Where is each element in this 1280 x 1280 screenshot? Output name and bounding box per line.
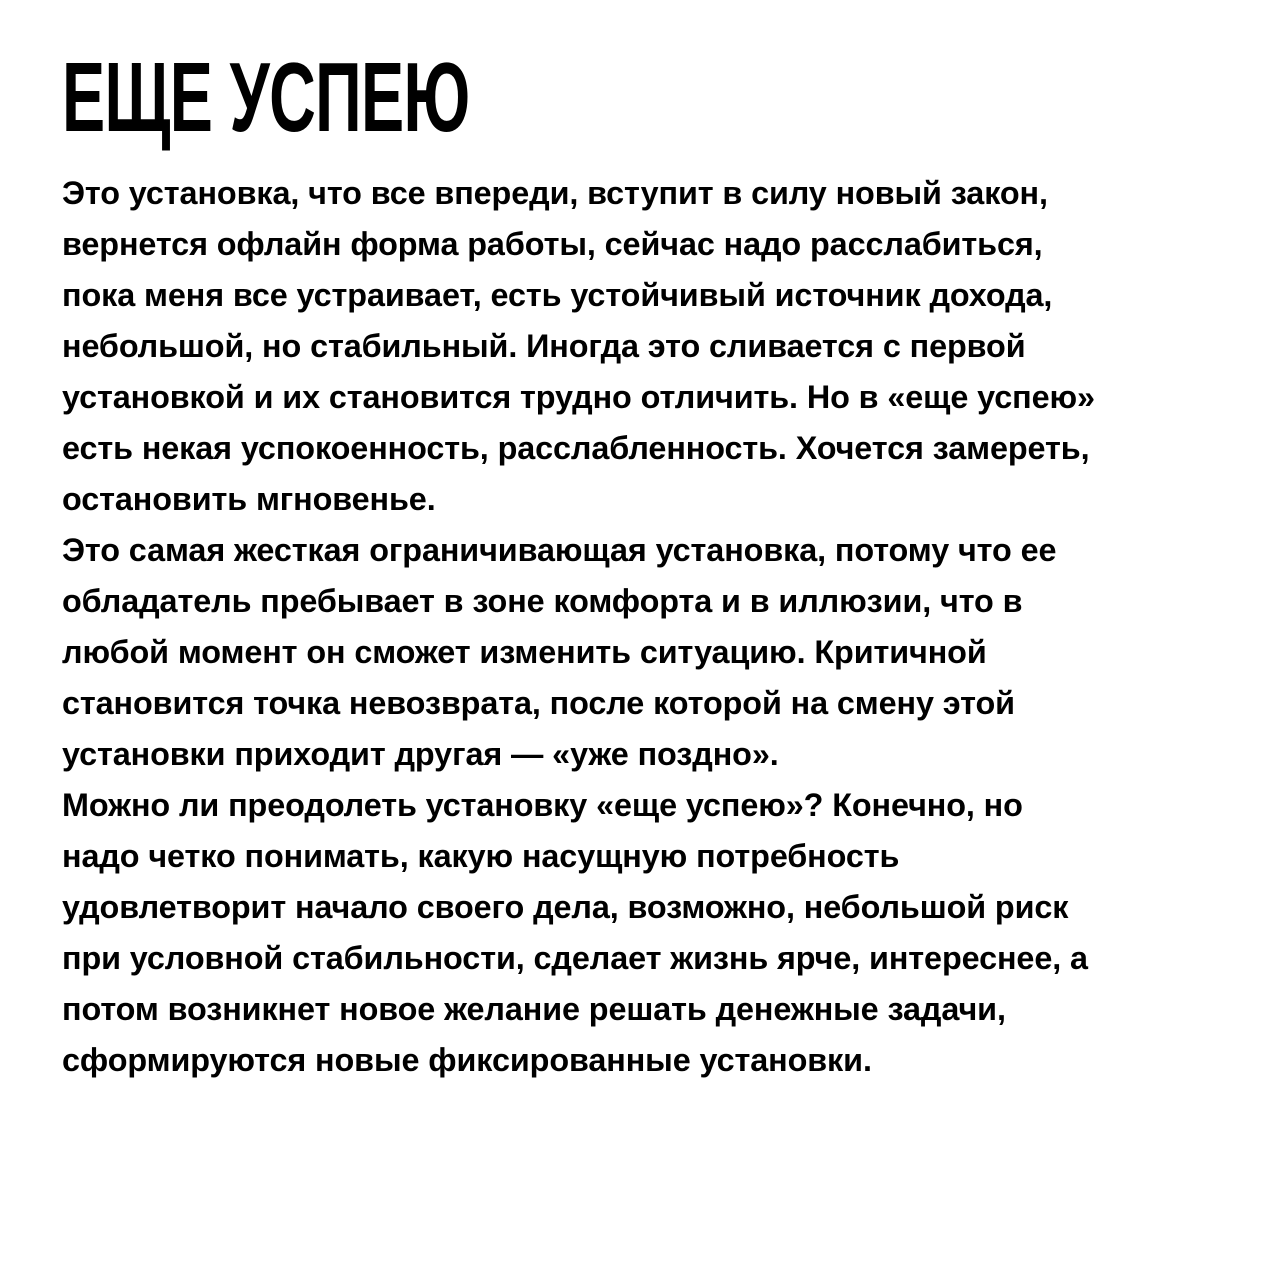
- text-line: небольшой, но стабильный. Иногда это сливается с первой: [62, 328, 1026, 364]
- text-line: остановить мгновенье.: [62, 481, 436, 517]
- text-line: Это самая жесткая ограничивающая установка, потому что ее: [62, 532, 1057, 568]
- text-line: установки приходит другая — «уже поздно».: [62, 736, 779, 772]
- text-line: есть некая успокоенность, расслабленность. Хочется замереть,: [62, 430, 1090, 466]
- text-line: вернется офлайн форма работы, сейчас надо расслабиться,: [62, 226, 1043, 262]
- text-line: установкой и их становится трудно отличить. Но в «еще успею»: [62, 379, 1095, 415]
- text-line: потом возникнет новое желание решать денежные задачи,: [62, 991, 1006, 1027]
- document-page: [62, 42, 1262, 1086]
- text-line: обладатель пребывает в зоне комфорта и в иллюзии, что в: [62, 583, 1023, 619]
- text-line: любой момент он сможет изменить ситуацию. Критичной: [62, 634, 987, 670]
- text-line: пока меня все устраивает, есть устойчивый источник дохода,: [62, 277, 1053, 313]
- text-line: удовлетворит начало своего дела, возможно, небольшой риск: [62, 889, 1069, 925]
- body-text: [62, 168, 1262, 1086]
- page-title: ЕЩЕ УСПЕЮ: [62, 42, 470, 152]
- text-line: Это установка, что все впереди, вступит в силу новый закон,: [62, 175, 1048, 211]
- text-line: становится точка невозврата, после которой на смену этой: [62, 685, 1015, 721]
- text-line: при условной стабильности, сделает жизнь ярче, интереснее, а: [62, 940, 1088, 976]
- text-line: надо четко понимать, какую насущную потребность: [62, 838, 900, 874]
- text-line: сформируются новые фиксированные установки.: [62, 1042, 872, 1078]
- text-line: Можно ли преодолеть установку «еще успею»? Конечно, но: [62, 787, 1023, 823]
